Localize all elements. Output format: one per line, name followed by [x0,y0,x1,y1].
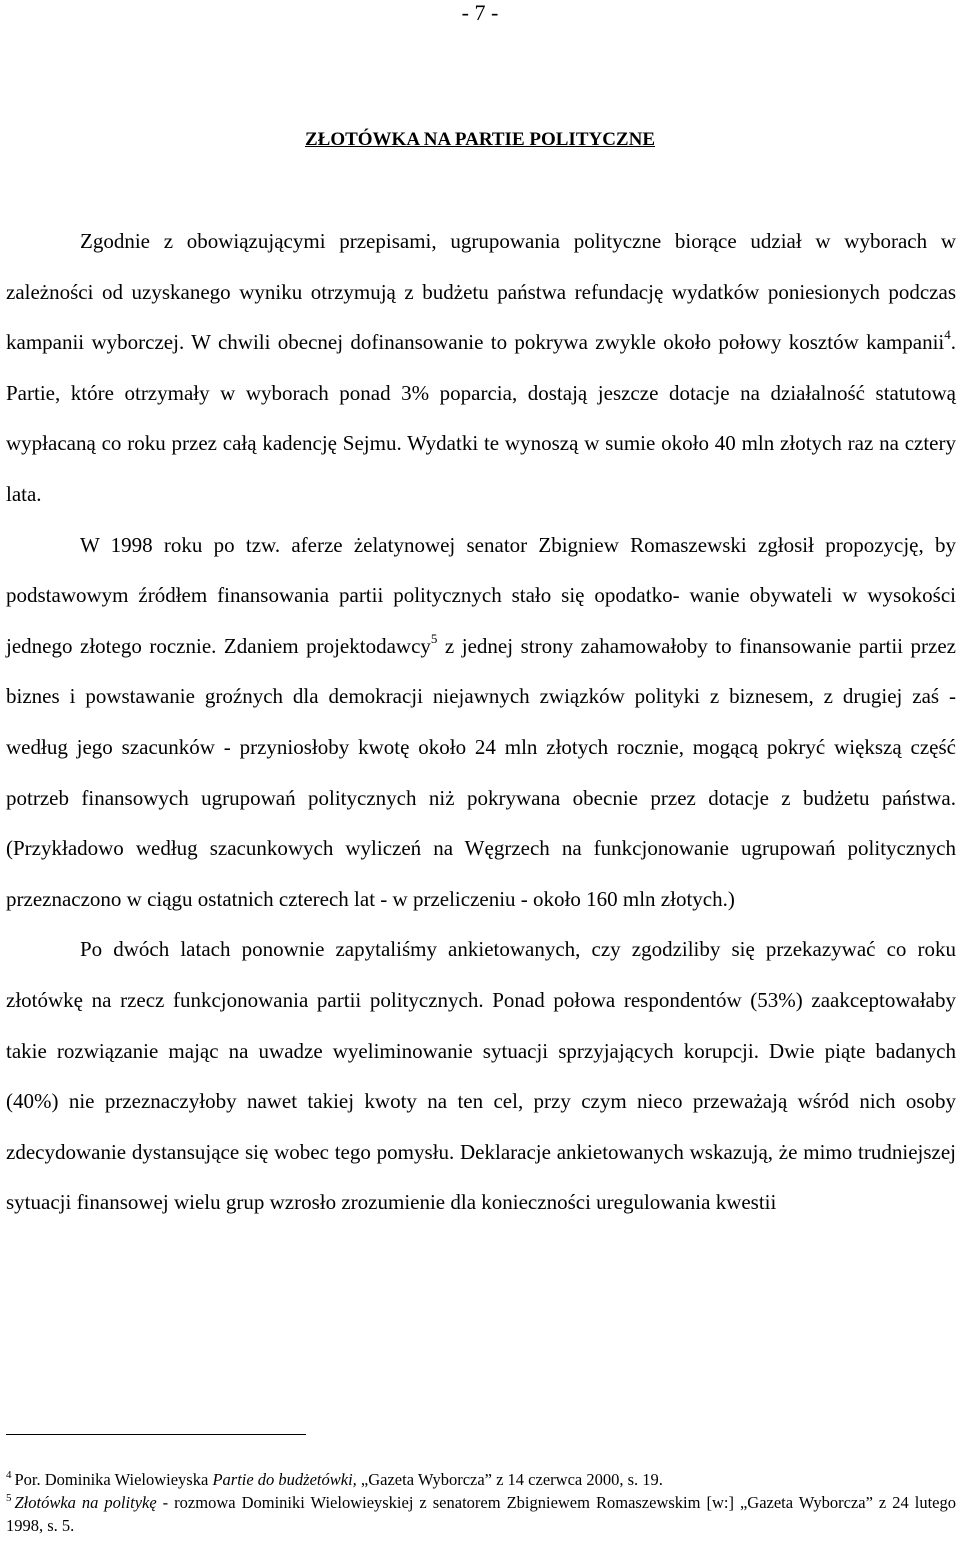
footnote-ref-4: 4 [944,327,951,343]
footnote-4 [6,1468,956,1491]
footnote-4-source: „Gazeta Wyborcza” z 14 czerwca 2000, s. 19. [356,1470,663,1489]
footnote-5 [6,1491,956,1537]
footnote-4-lead: Por. Dominika Wielowieyska [14,1470,213,1489]
page-title: ZŁOTÓWKA NA PARTIE POLITYCZNE [304,129,655,150]
footnote-5-mark: 5 [6,1492,12,1504]
paragraph-1-text-b: . Partie, które otrzymały w wyborach ponad 3% poparcia, dostają jeszcze dotacje na działalność statutową wypłacaną co roku przez całą kadencję Sejmu. Wydatki te wynoszą w sumie około 40 mln złotych raz na cztery lata. [6,330,956,506]
paragraph-2-text-a: W 1998 roku po tzw. aferze żelatynowej senator Zbigniew Romaszewski zgłosił propozycję, by podstawowym źródłem finansowania partii politycznych stało się opodatko- wanie obywateli w wysokości jednego złotego rocznie. Zdaniem projektodawcy [6,532,956,658]
paragraph-1-text-a: Zgodnie z obowiązującymi przepisami, ugrupowania polityczne biorące udział w wyborach w zależności od uzyskanego wyniku otrzymują z budżetu państwa refundację wydatków poniesionych podczas kampanii wyborczej. W chwili obecnej dofinansowanie to pokrywa zwykle około połowy kosztów kampanii [6,229,956,355]
paragraph-3: Po dwóch latach ponownie zapytaliśmy ankietowanych, czy zgodziliby się przekazywać co roku złotówkę na rzecz funkcjonowania partii politycznych. Ponad połowa respondentów (53%) zaakceptowałaby takie rozwiązanie mając na uwadze wyeliminowanie sytuacji sprzyjających korupcji. Dwie piąte badanych (40%) nie przeznaczyłoby nawet takiej kwoty na ten cel, przy czym nieco przeważają wśród nich osoby zdecydowanie dystansujące się wobec tego pomysłu. Deklaracje ankietowanych wskazują, że mimo trudniejszej sytuacji finansowej wielu grup wzrosło zrozumienie dla konieczności uregulowania kwestii [6,937,956,1215]
page-number: - 7 - [461,0,499,25]
footnote-ref-5: 5 [430,630,438,646]
footnote-5-source: - rozmowa Dominiki Wielowieyskiej z senatorem Zbigniewem Romaszewskim [w:] „Gazeta Wyborcza” z 24 lutego 1998, s. 5. [6,1493,956,1535]
footnote-separator [6,1434,306,1435]
footnotes [6,1468,956,1537]
paragraph-2-text-b: z jednej strony zahamowałoby to finansowanie partii przez biznes i powstawanie groźnych dla demokracji niejawnych związków polityki z biznesem, z drugiej zaś - według jego szacunków - przyniosłoby kwotę około 24 mln złotych rocznie, mogącą pokryć większą część potrzeb finansowych ugrupowań politycznych niż pokrywana obecnie przez dotacje z budżetu państwa. (Przykładowo według szacunkowych wyliczeń na Węgrzech na funkcjonowanie ugrupowań politycznych przeznaczono w ciągu ostatnich czterech lat - w przeliczeniu - około 160 mln złotych.) [6,633,956,911]
body-text [6,216,956,1228]
footnote-5-title: Złotówka na politykę [14,1493,157,1512]
paragraph-2 [6,520,956,925]
footnote-4-mark: 4 [6,1469,12,1481]
footnote-4-title: Partie do budżetówki, [212,1470,357,1489]
paragraph-1 [6,216,956,520]
